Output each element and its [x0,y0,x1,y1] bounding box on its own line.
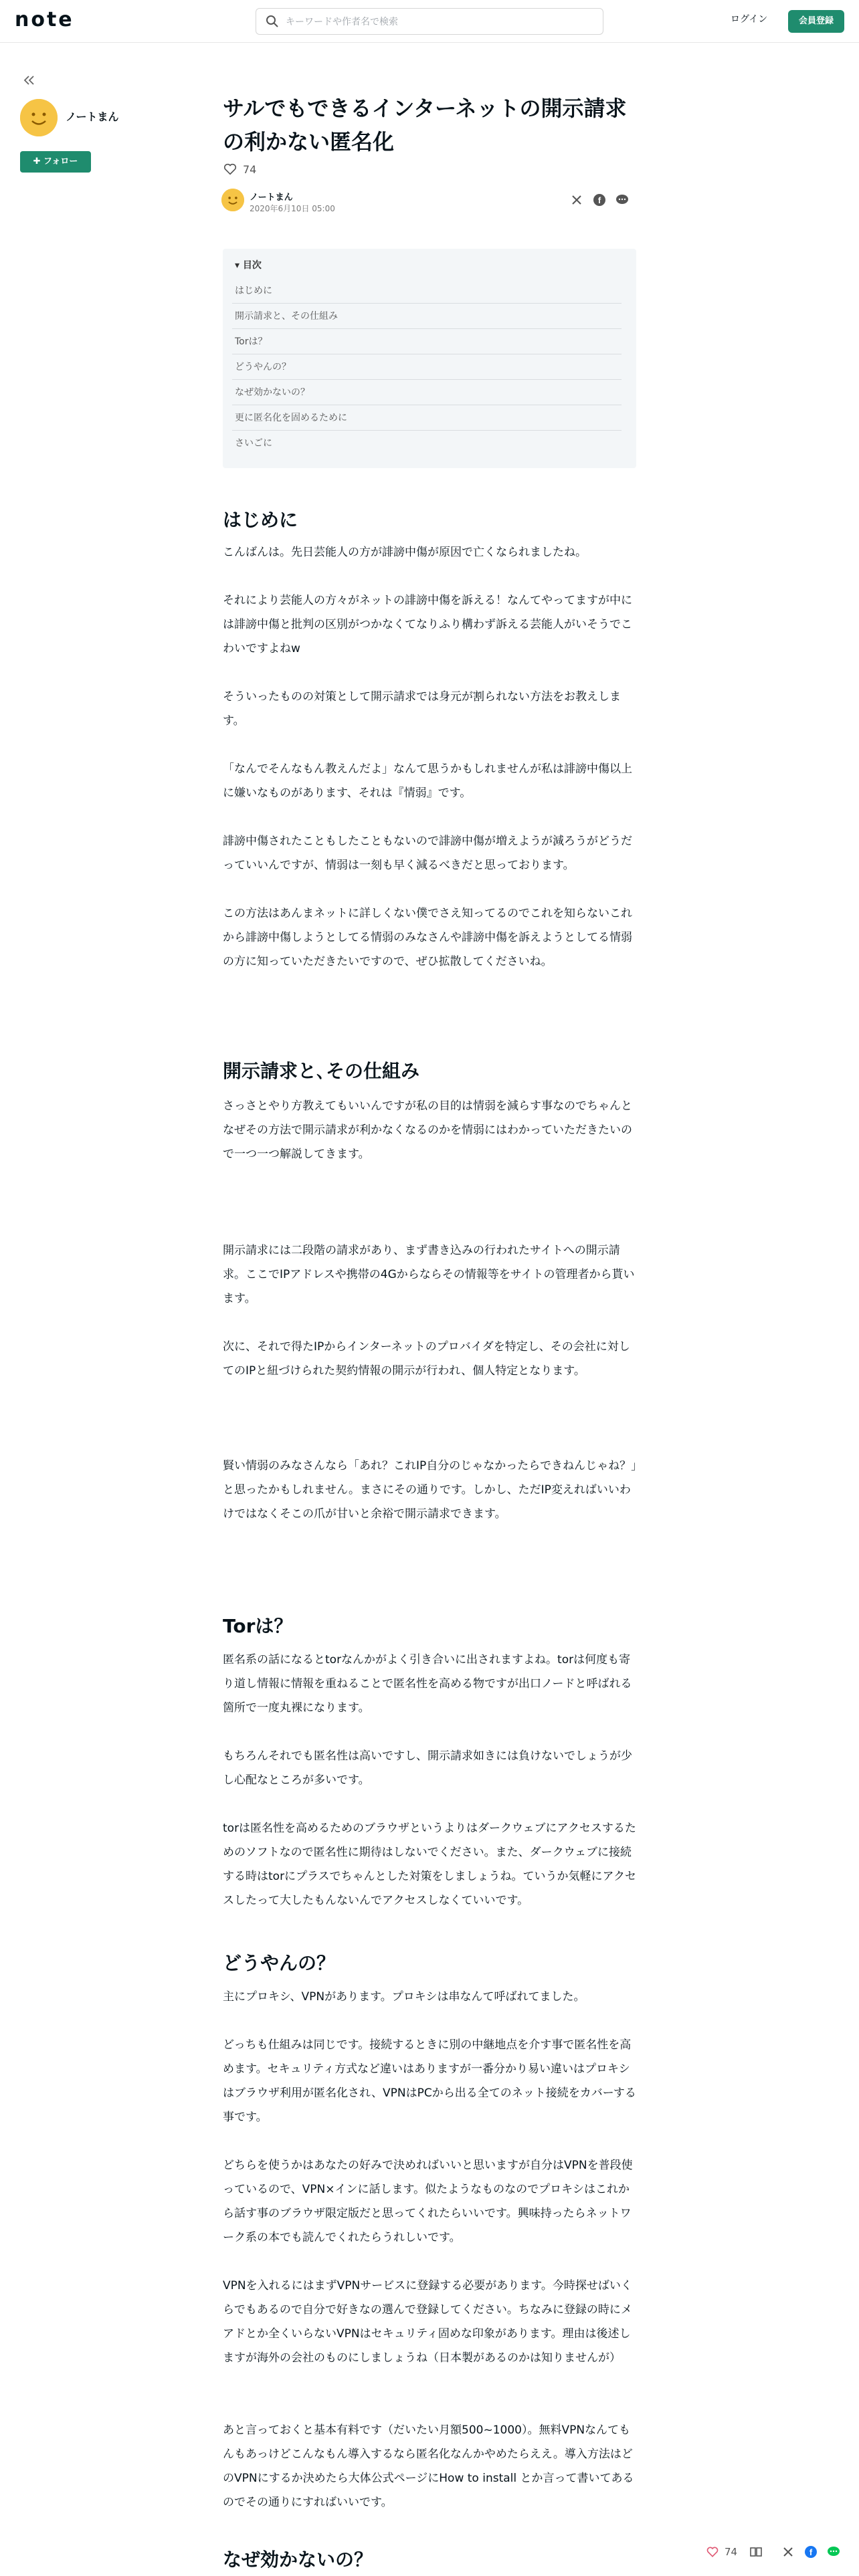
paragraph: torは匿名性を高めるためのブラウザというよりはダークウェブにアクセスするためのソフトなので匿名性に期待はしないでください。また、ダークウェブに接続する時はtorにプラスでちゃんとした対策をしましょうね。ていうか気軽にアクセスしたって大したもんないんでアクセスしなくていいです。 [223,1822,637,1907]
search-icon [266,15,279,28]
caret-icon: ▾ [235,260,243,271]
paragraph: さっさとやり方教えてもいいんですが私の目的は情弱を減らす事なのでちゃんとなぜその方法で開示請求が利かなくなるのかを情弱にはわかっていただきたいので一つ一つ解説してきます。 [223,1099,632,1161]
section-heading: どうやんの？ [223,1952,336,1974]
paragraph: この方法はあんまネットに詳しくない僕でさえ知ってるのでこれを知らないこれから誹謗中傷しようとしてる情弱のみなさんや誹謗中傷を訴えようとしてる情弱の方に知っていただきたいですので、ぜひ拡散してくださいね。 [223,907,632,968]
paragraph: 匿名系の話になるとtorなんかがよく引き合いに出されますよね。torは何度も寄り道し情報に情報を重ねることで匿名性を高める物ですが出口ノードと呼ばれる箇所で一度丸裸になります。 [223,1653,632,1715]
search-box[interactable] [256,8,603,35]
author-avatar-small[interactable] [221,189,244,211]
toc-item[interactable]: はじめに [232,278,622,304]
author-name[interactable]: ノートまん [66,110,119,123]
toc-item[interactable]: さいごに [235,438,272,449]
author-avatar[interactable] [20,99,58,136]
like-count: 74 [243,163,257,176]
x-icon[interactable] [570,193,583,207]
paragraph: VPNを入れるにはまずVPNサービスに登録する必要があります。今時探せばいくらでもあるので自分で好きなの選んで登録してください。ちなみに登録の時にメアドとか全くいらないVPNはセキュリティ固めな印象があります。理由は後述しますが海外の会社のものにしましょうね（日本製があるのかは知りませんが） [223,2279,632,2365]
add-user-icon: ✚ [33,156,44,167]
facebook-icon[interactable] [804,2545,818,2559]
follow-label: フォロー [43,156,78,167]
paragraph: 次に、それで得たIPからインターネットのプロバイダを特定し、その会社に対してのIPと紐づけられた契約情報の開示が行われ、個人特定となります。 [223,1340,630,1378]
article-header [223,92,636,158]
toc-heading[interactable] [235,258,262,272]
site-header [0,0,859,43]
note-logo[interactable]: note [15,8,74,31]
floating-like-count: 74 [725,2546,738,2558]
section-heading: なぜ効かないの？ [223,2549,373,2571]
magazine-icon[interactable] [749,2545,763,2559]
section-heading: 開示請求と､その仕組み [223,1060,420,1082]
paragraph: どちらを使うかはあなたの好みで決めればいいと思いますが自分はVPNを普段使っているので、VPN×インに話します。似たようなものなのでプロキシはこれから話す事のブラウザ限定版だと思ってくれたらいいです。興味持ったらネットワーク系の本でも読んでくれたらうれしいです。 [223,2159,633,2244]
paragraph: 開示請求には二段階の請求があり、まず書き込みの行われたサイトへの開示請求。ここでIPアドレスや携帯の4Gからならその情報等をサイトの管理者から貰います。 [223,1244,635,1305]
author-name-small[interactable]: ノートまん [250,193,293,203]
toc-item[interactable]: Torは？ [232,329,622,354]
heart-icon[interactable] [706,2545,719,2559]
facebook-icon[interactable] [593,193,606,207]
svg-text:f: f [809,2547,813,2557]
table-of-contents [223,249,636,468]
smiley-face-icon [221,189,244,211]
follow-button[interactable] [20,151,91,173]
toc-item[interactable]: なぜ効かないの？ [232,380,622,405]
login-link[interactable]: ログイン [731,14,768,25]
toc-item[interactable]: 開示請求と、その仕組み [232,304,622,329]
toc-item[interactable]: 更に匿名化を固めるために [232,405,622,431]
section-heading: はじめに [223,509,298,531]
paragraph: そういったものの対策として開示請求では身元が割られない方法をお教えします。 [223,690,621,728]
heart-icon[interactable] [223,162,237,177]
paragraph: 主にプロキシ、VPNがあります。プロキシは串なんて呼ばれてました。 [223,1990,585,2004]
paragraph: 「なんでそんなもん教えんだよ」なんて思うかもしれませんが私は誹謗中傷以上に嫌いなものがあります、それは『情弱』です。 [223,762,632,800]
signup-button[interactable]: 会員登録 [788,10,844,33]
paragraph: あと言っておくと基本有料です（だいたい月額500~1000）。無料VPNなんてもんもあっけどこんなもん導入するなら匿名化なんかやめたらええ。導入方法はどのVPNにするか決めたら大体公式ページにHow to install とか言って書いてあるのでその通りにすればいいです。 [223,2424,634,2509]
x-icon[interactable] [781,2545,795,2559]
search-input[interactable] [286,14,593,30]
publish-date: 2020年6月10日 05:00 [250,204,335,213]
collapse-icon[interactable] [21,72,37,88]
paragraph: こんばんは。先日芸能人の方が誹謗中傷が原因で亡くなられましたね。 [223,546,587,559]
toc-heading-label: 目次 [242,260,262,271]
toc-item[interactable]: どうやんの？ [232,354,622,380]
paragraph: 賢い情弱のみなさんなら「あれ？これIP自分のじゃなかったらできねんじゃね？」と思ったかもしれません。まさにその通りです。しかし、ただIP変えればいいわけではなくそこの爪が甘いと余裕で開示請求できます。 [223,1459,637,1521]
paragraph: 誹謗中傷されたこともしたこともないので誹謗中傷が増えようが減ろうがどうだっていいんですが、情弱は一刻も早く減るべきだと思っております。 [223,835,632,872]
chat-icon[interactable] [615,193,629,207]
section-heading: Torは？ [223,1615,293,1637]
paragraph: もちろんそれでも匿名性は高いですし、開示請求如きには負けないでしょうが少し心配なところが多いです。 [223,1749,632,1787]
svg-text:f: f [597,195,601,205]
paragraph: どっちも仕組みは同じです。接続するときに別の中継地点を介す事で匿名性を高めます。セキュリティ方式など違いはありますが一番分かり易い違いはプロキシはブラウザ利用が匿名化され、VPNはPCから出る全てのネット接続をカバーする事です。 [223,2038,636,2124]
paragraph: それにより芸能人の方々がネットの誹謗中傷を訴える！なんてやってますが中には誹謗中傷と批判の区別がつかなくてなりふり構わず訴える芸能人がいそうでこわいですよねw [223,594,632,655]
smiley-face-icon [20,99,58,136]
line-icon[interactable] [827,2545,840,2559]
article-title: サルでもできるインターネットの開示請求の利かない匿名化 [223,96,627,154]
